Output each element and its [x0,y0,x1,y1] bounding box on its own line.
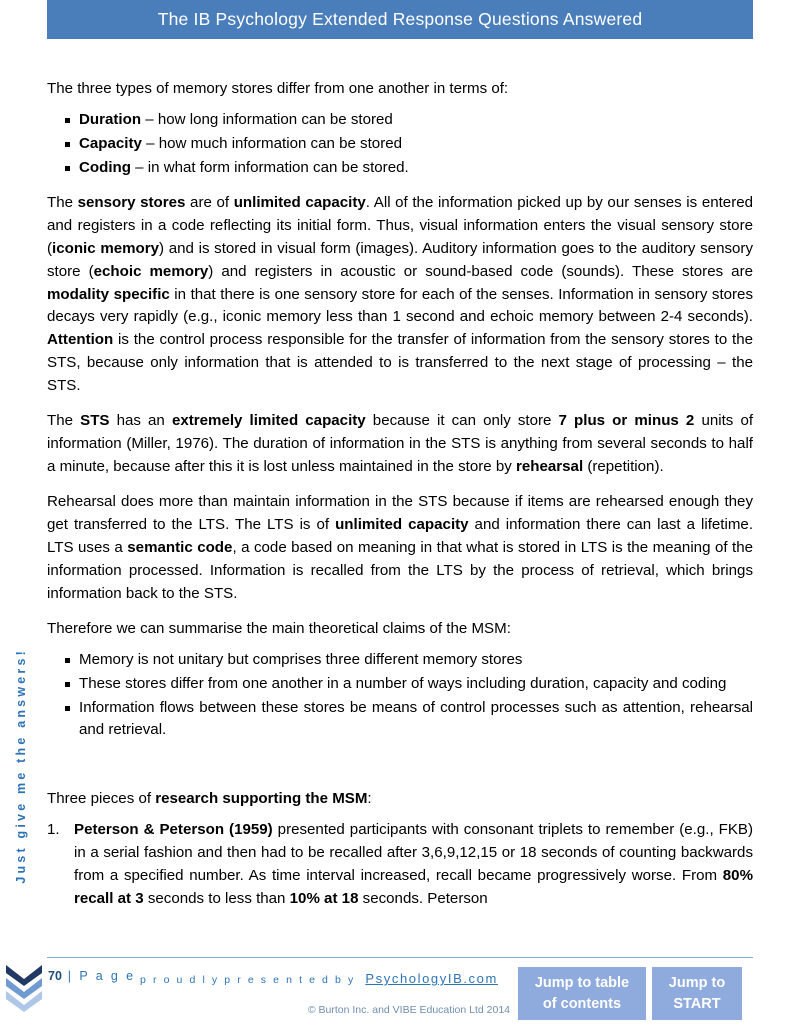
page-number-separator: | [61,969,80,983]
bullet-text: – in what form information can be stored. [130,158,409,176]
side-tab [6,648,36,948]
bullet-text: Information flows between these stores be means of control processes such as attention, rehearsal and retrieval. [79,698,753,739]
text-run-bold: sensory stores [77,193,186,211]
text-run-bold: 10% at 18 [289,890,359,908]
text-run: ) and registers in acoustic or sound-based code (sounds). These stores are [208,262,754,280]
page-number [48,969,136,983]
list-item [47,649,753,672]
text-run: units of information (Miller, 1976). The duration of information in the STS is anything from several seconds to half a minute, because after this it is lost unless maintained in the store by [47,412,754,476]
text-run-bold: rehearsal [516,458,584,476]
bullet-text: – how much information can be stored [141,134,403,152]
text-run: : [367,790,372,808]
msm-claims-bullet-list [47,649,753,743]
text-run-bold: semantic code [127,538,233,556]
text-run: . All of the information picked up by our senses is entered and registers in a code reflecting its initial form. Thus, visual information enters the visual sensory store ( [47,193,754,257]
text-run-bold: STS [80,412,110,430]
paragraph-sensory-stores [47,192,753,398]
list-item [47,133,753,156]
list-item [47,819,753,911]
paragraph-sts [47,410,753,479]
text-run-bold: 80% recall at 3 [74,867,753,908]
text-run-bold: research supporting the MSM [155,790,368,808]
text-run: Three pieces of [47,790,156,808]
text-run-bold: unlimited capacity [233,193,366,211]
memory-store-bullet-list [47,109,753,180]
list-item [47,109,753,132]
text-run: , a code based on meaning in that what is stored in LTS is the meaning of the information processed. Information is recalled from the LTS by the process of retrieval, which brings information back to the STS. [47,538,753,602]
jump-start-line1: Jump to [668,974,726,991]
footer-credit-text: p r o u d l y p r e s e n t e d b y [140,974,356,986]
section-spacer [47,754,753,788]
page-number-value: 70 [48,969,62,983]
intro-line: The three types of memory stores differ from one another in terms of: [47,80,509,97]
text-run-bold: 7 plus or minus 2 [558,412,695,430]
jump-toc-line1: Jump to table [534,974,630,991]
text-run: in that there is one sensory store for each of the senses. Information in sensory stores decays very rapidly (e.g., iconic memory less than 1 second and echoic memory between 2-4 seconds). [47,285,753,326]
footer-credit [140,971,498,986]
research-lead-line [47,788,753,811]
bullet-text: – how long information can be stored [141,110,393,128]
text-run: The [47,193,78,211]
psychologyib-link[interactable]: PsychologyIB.com [365,971,498,986]
text-run: ) and is stored in visual form (images). Auditory information goes to the auditory sensory store ( [47,239,753,280]
list-item [47,157,753,180]
text-run: and information there can last a lifetime. LTS uses a [47,515,754,556]
chevron-stack-icon [4,964,44,1020]
list-item [47,673,753,696]
text-run: The [47,412,81,430]
bullet-term: Capacity [79,134,142,152]
text-run: because it can only store [365,412,559,430]
text-run: has an [109,412,172,430]
bullet-term: Coding [79,158,131,176]
jump-to-table-of-contents-button[interactable] [518,967,646,1020]
text-run: are of [185,193,234,211]
page-title: The IB Psychology Extended Response Questions Answered [157,9,643,29]
text-run-bold: echoic memory [93,262,209,280]
text-run-bold: unlimited capacity [335,515,469,533]
jump-start-line2: START [673,995,721,1012]
jump-toc-line2: of contents [542,995,622,1012]
page-header-banner [47,0,753,39]
text-run: Rehearsal does more than maintain information in the STS because if items are rehearsed enough they get transferred to the LTS. The LTS is of [47,493,753,533]
text-run: seconds. Peterson [358,890,488,908]
text-run: presented participants with consonant triplets to remember (e.g., FKB) in a serial fashion and then had to be recalled after 3,6,9,12,15 or 18 seconds of counting backwards from a specified number. As time interval increased, recall became progressively worse. From [74,821,754,885]
text-run-bold: extremely limited capacity [171,412,366,430]
text-run-bold: Attention [47,331,114,349]
text-run-bold: Peterson & Peterson (1959) [74,821,273,839]
footer-divider [47,957,753,958]
page-number-label: P a g e [79,969,136,983]
text-run: seconds to less than [143,890,290,908]
bullet-term: Duration [79,110,142,128]
summary-lead-line: Therefore we can summarise the main theoretical claims of the MSM: [47,619,511,637]
text-run-bold: modality specific [47,285,170,303]
research-numbered-list [47,819,753,911]
text-run: (repetition). [583,458,664,476]
jump-to-start-button[interactable] [652,967,742,1020]
document-body [47,78,753,911]
bullet-text: These stores differ from one another in a number of ways including duration, capacity and coding [79,674,727,692]
list-item [47,697,753,743]
text-run: is the control process responsible for the transfer of information from the sensory stores to the STS, because only information that is attended to is transferred to the next stage of processing – the STS. [47,331,753,395]
copyright-text: © Burton Inc. and VIBE Education Ltd 2014 [307,1004,510,1016]
text-run-bold: iconic memory [52,239,160,257]
bullet-text: Memory is not unitary but comprises three different memory stores [79,650,523,668]
chevron-down-icon-dark [4,964,44,986]
side-tab-label: Just give me the answers! [14,648,28,884]
paragraph-lts [47,491,753,606]
